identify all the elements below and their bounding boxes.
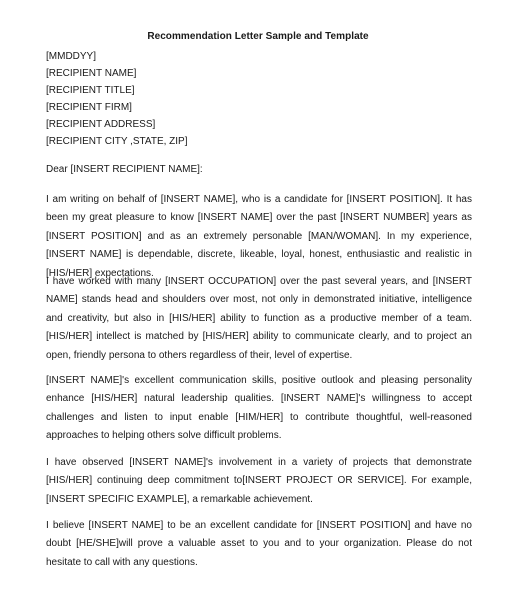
recipient-name-line: [RECIPIENT NAME]: [46, 68, 137, 79]
salutation: Dear [INSERT RECIPIENT NAME]:: [46, 164, 203, 175]
body-paragraph-3: [INSERT NAME]'s excellent communication skills, positive outlook and pleasing personality enhance [HIS/HER] natural leadership qualities. [INSERT NAME]'s willingness to accept challenges and listen to input enable [HIM/HER] to contribute thoughtful, well-reasoned approaches to helping others solve difficult problems.: [46, 375, 472, 442]
body-paragraph-4: I have observed [INSERT NAME]'s involvement in a variety of projects that demonstrate [HIS/HER] continuing deep commitment to[INSERT PROJECT OR SERVICE]. For example, [INSERT SPECIFIC EXAMPLE], a remarkable achievement.: [46, 457, 472, 505]
document-title: Recommendation Letter Sample and Template: [147, 31, 369, 42]
body-paragraph-1: I am writing on behalf of [INSERT NAME], who is a candidate for [INSERT POSITION]. It has been my great pleasure to know [INSERT NAME] over the past [INSERT NUMBER] years as [INSERT POSITION] and as an extremely personable [MAN/WOMAN]. In my experience, [INSERT NAME] is dependable, discrete, likeable, loyal, honest, enthusiastic and realistic in [HIS/HER] expectations.: [46, 194, 472, 279]
date-line: [MMDDYY]: [46, 51, 96, 62]
body-paragraph-2: I have worked with many [INSERT OCCUPATION] over the past several years, and [INSERT NAME] stands head and shoulders over most, not only in demonstrated initiative, intelligence and creativity, but also in [HIS/HER] ability to function as a productive member of a team. [HIS/HER] intellect is matched by [HIS/HER] ability to communicate clearly, and to project an open, friendly persona to others regardless of their, level of expertise.: [46, 276, 472, 361]
recipient-address-block: [46, 48, 466, 150]
body-paragraph-5: I believe [INSERT NAME] to be an excellent candidate for [INSERT POSITION] and have no doubt [HE/SHE]will prove a valuable asset to you and to your organization. Please do not hesitate to call with any questions.: [46, 520, 472, 568]
recipient-city-state-zip-line: [RECIPIENT CITY ,STATE, ZIP]: [46, 136, 188, 147]
recipient-address-line: [RECIPIENT ADDRESS]: [46, 119, 156, 130]
recipient-firm-line: [RECIPIENT FIRM]: [46, 102, 132, 113]
recipient-title-line: [RECIPIENT TITLE]: [46, 85, 135, 96]
